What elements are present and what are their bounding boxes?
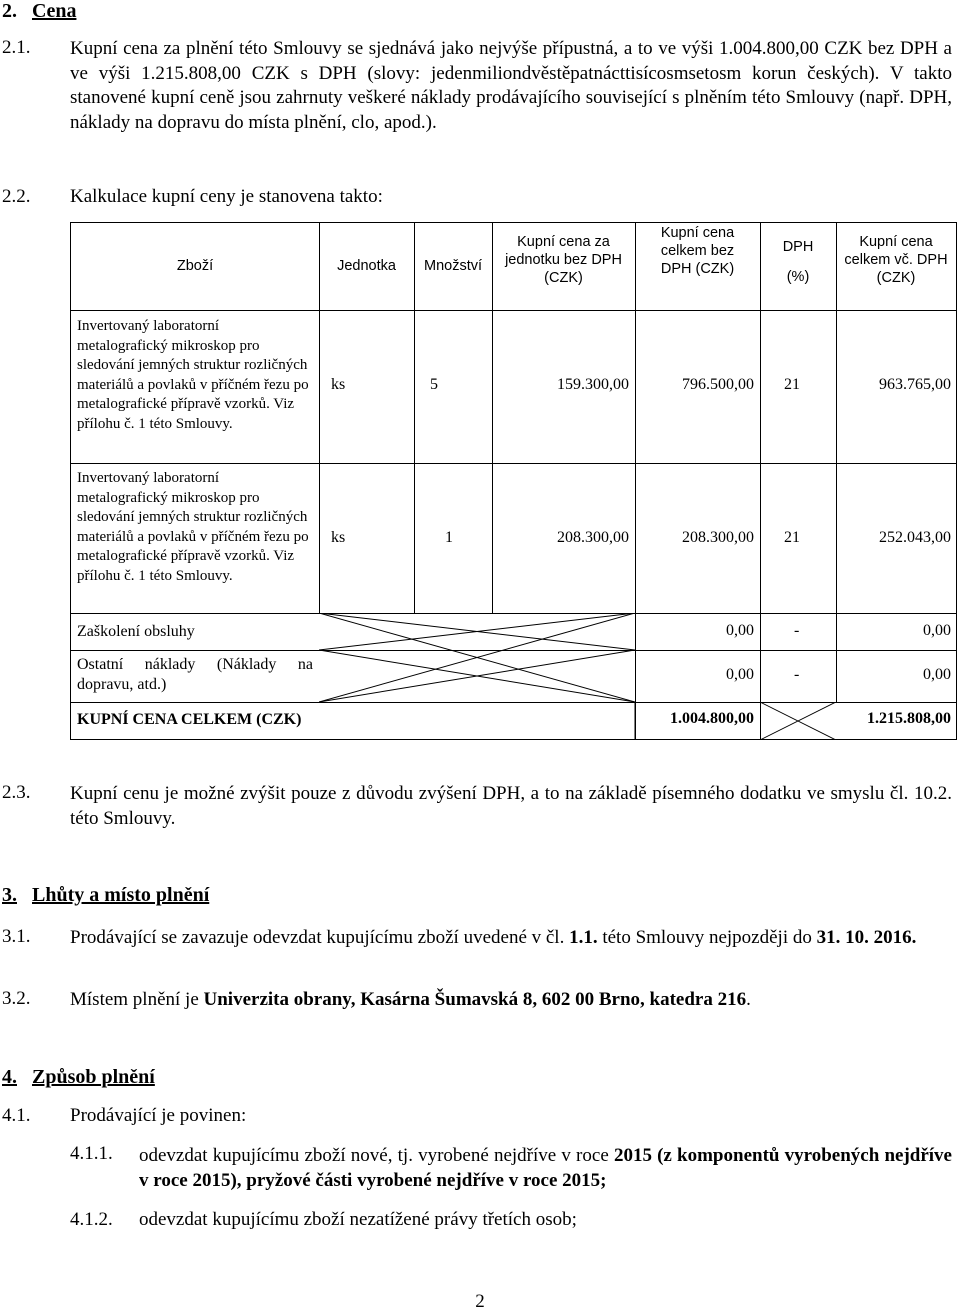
- training-total-gross: 0,00: [923, 622, 951, 639]
- section-title: Způsob plnění: [32, 1066, 155, 1088]
- row1-vat: 21: [784, 376, 800, 393]
- header-item: Zboží: [176, 258, 214, 274]
- section-number: 4.: [2, 1066, 17, 1088]
- header-total-net: Kupní cena celkem bez DPH (CZK): [660, 225, 735, 277]
- row2-unit: ks: [331, 529, 346, 546]
- price-calculation-table: [70, 222, 957, 740]
- section-number: 2.: [2, 0, 17, 22]
- other-vat: -: [794, 666, 800, 683]
- subparagraph-number: 4.1.2.: [70, 1209, 113, 1230]
- training-vat: -: [794, 622, 800, 639]
- subparagraph-4-1-2: odevzdat kupujícímu zboží nezatížené právy třetích osob;: [139, 1209, 577, 1230]
- section-3-heading: [2, 884, 209, 907]
- paragraph-number: 2.1.: [2, 37, 31, 58]
- paragraph-4-1: Prodávající je povinen:: [70, 1105, 247, 1126]
- other-total-gross: 0,00: [923, 666, 951, 683]
- total-gross: 1.215.808,00: [867, 710, 951, 727]
- section-4-heading: [2, 1066, 155, 1089]
- row2-unit-price: 208.300,00: [557, 529, 629, 546]
- row2-vat: 21: [784, 529, 800, 546]
- row2-total-net: 208.300,00: [682, 529, 754, 546]
- row1-total-net: 796.500,00: [682, 376, 754, 393]
- header-unit: Jednotka: [337, 258, 396, 274]
- paragraph-number: 2.2.: [2, 186, 31, 207]
- row1-qty: 5: [430, 376, 438, 393]
- row2-total-gross: 252.043,00: [879, 529, 951, 546]
- other-costs-label: Ostatní náklady (Náklady na dopravu, atd.): [77, 656, 313, 693]
- header-vat: DPH (%): [782, 239, 814, 285]
- paragraph-number: 4.1.: [2, 1105, 31, 1126]
- header-unit-price: Kupní cena za jednotku bez DPH (CZK): [505, 234, 622, 286]
- paragraph-2-2: Kalkulace kupní ceny je stanovena takto:: [70, 186, 383, 207]
- section-title: Lhůty a místo plnění: [32, 884, 210, 906]
- other-total-net: 0,00: [726, 666, 754, 683]
- total-net: 1.004.800,00: [670, 710, 754, 727]
- paragraph-number: 2.3.: [2, 782, 31, 803]
- section-title: Cena: [32, 0, 77, 22]
- crossed-out-cell: [760, 702, 836, 740]
- row1-total-gross: 963.765,00: [879, 376, 951, 393]
- page-number: 2: [475, 1291, 485, 1312]
- row1-unit-price: 159.300,00: [557, 376, 629, 393]
- paragraph-3-2: Místem plnění je Univerzita obrany, Kasárna Šumavská 8, 602 00 Brno, katedra 216.: [70, 989, 751, 1010]
- row2-item: Invertovaný laboratorní metalografický mikroskop pro sledování jemných struktur rozličných materiálů a povlaků v příčném řezu po metalografické přípravě vzorků. Viz přílohu č. 1 této Smlouvy.: [77, 470, 309, 584]
- section-2-heading: [2, 0, 76, 23]
- training-label: Zaškolení obsluhy: [77, 623, 195, 640]
- paragraph-3-1: Prodávající se zavazuje odevzdat kupujícímu zboží uvedené v čl. 1.1. této Smlouvy nejpozději do 31. 10. 2016.: [70, 927, 917, 948]
- total-label: KUPNÍ CENA CELKEM (CZK): [77, 711, 302, 728]
- row1-unit: ks: [331, 376, 346, 393]
- subparagraph-number: 4.1.1.: [70, 1143, 113, 1164]
- row1-item: Invertovaný laboratorní metalografický mikroskop pro sledování jemných struktur rozličných materiálů a povlaků v příčném řezu po metalografické přípravě vzorků. Viz přílohu č. 1 této Smlouvy.: [77, 318, 309, 432]
- paragraph-2-3: Kupní cenu je možné zvýšit pouze z důvodu zvýšení DPH, a to na základě písemného dodatku ve smyslu čl. 10.2. této Smlouvy.: [70, 783, 952, 829]
- paragraph-2-1: Kupní cena za plnění této Smlouvy se sjednává jako nejvýše přípustná, a to ve výši 1.004.800,00 CZK bez DPH a ve výši 1.215.808,00 CZK s DPH (slovy: jedenmiliondvěstěpatnácttisícosmsetosm korun českých). V takto stanovené kupní ceně jsou zahrnuty veškeré náklady prodávajícího související s plněním této Smlouvy (např. DPH, náklady na dopravu do místa plnění, clo, apod.).: [70, 38, 952, 134]
- header-total-gross: Kupní cena celkem vč. DPH (CZK): [844, 234, 948, 286]
- training-total-net: 0,00: [726, 622, 754, 639]
- paragraph-number: 3.2.: [2, 988, 31, 1009]
- row2-qty: 1: [445, 529, 453, 546]
- section-number: 3.: [2, 884, 17, 906]
- paragraph-number: 3.1.: [2, 926, 31, 947]
- header-qty: Množství: [423, 258, 482, 274]
- subparagraph-4-1-1: odevzdat kupujícímu zboží nové, tj. vyrobené nejdříve v roce 2015 (z komponentů vyrobených nejdříve v roce 2015), pryžové části vyrobené nejdříve v roce 2015;: [139, 1145, 952, 1191]
